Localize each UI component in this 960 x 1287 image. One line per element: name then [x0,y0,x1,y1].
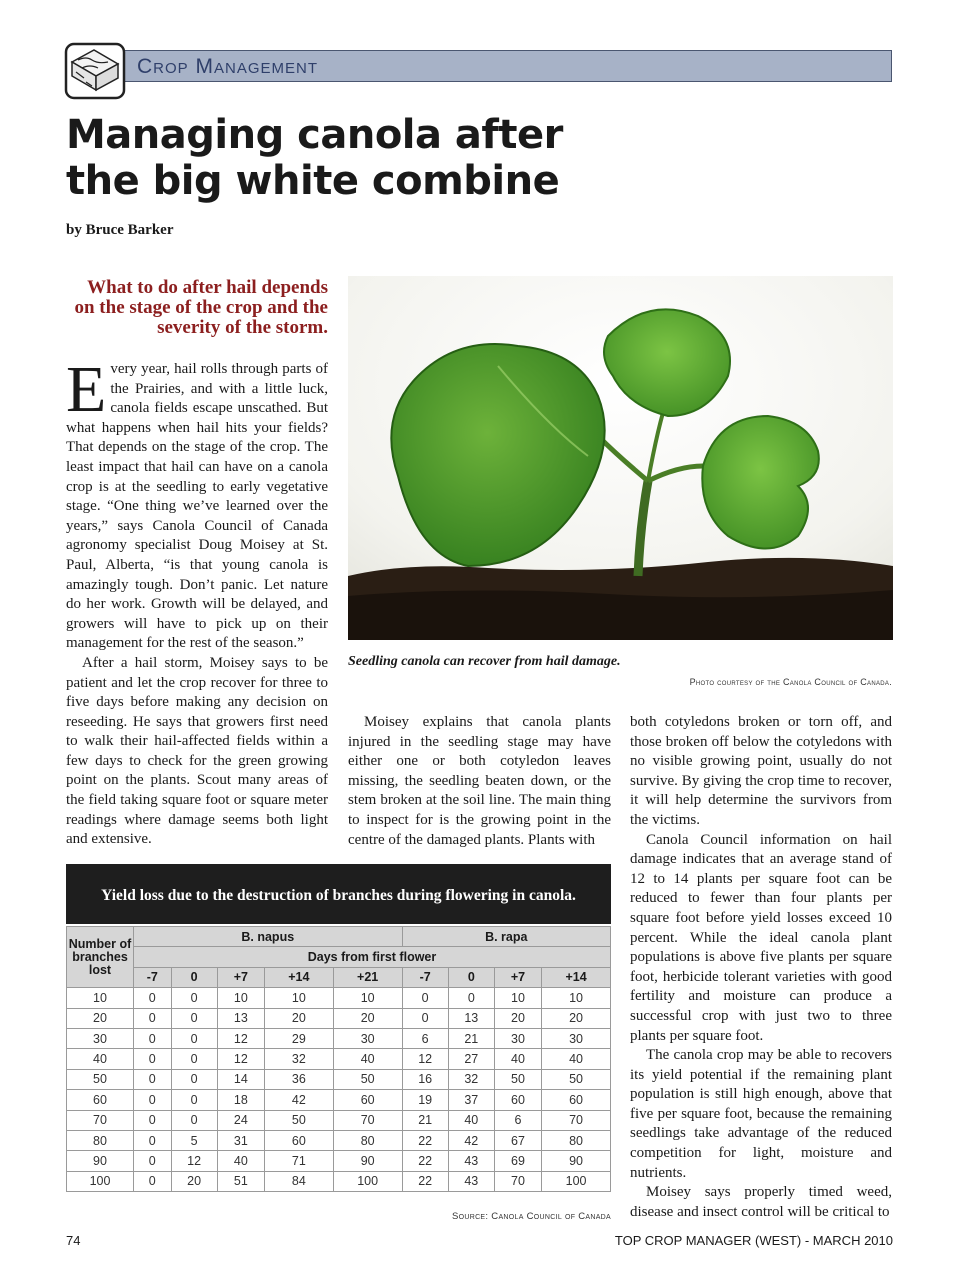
table-cell: 100 [333,1171,402,1191]
table-cell: 0 [171,988,217,1008]
table-cell: 50 [542,1069,611,1089]
table-cell: 30 [67,1028,134,1048]
table-cell: 50 [333,1069,402,1089]
table-cell: 0 [134,1069,172,1089]
table-cell: 12 [171,1151,217,1171]
table-cell: 10 [67,988,134,1008]
column-header: +7 [494,967,541,987]
table-row [67,1008,611,1028]
table-cell: 10 [333,988,402,1008]
table-cell: 80 [542,1130,611,1150]
table-cell: 6 [494,1110,541,1130]
table-cell: 69 [494,1151,541,1171]
table-cell: 12 [217,1028,264,1048]
table-cell: 43 [448,1171,494,1191]
table-row [67,1151,611,1171]
table-cell: 0 [402,988,448,1008]
table-cell: 70 [494,1171,541,1191]
table-cell: 100 [542,1171,611,1191]
table-cell: 0 [171,1069,217,1089]
table-cell: 50 [67,1069,134,1089]
table-cell: 20 [542,1008,611,1028]
table-cell: 24 [217,1110,264,1130]
table-cell: 70 [67,1110,134,1130]
data-table [66,926,611,1192]
table-cell: 21 [402,1110,448,1130]
table-cell: 36 [264,1069,333,1089]
table-cell: 21 [448,1028,494,1048]
table-cell: 12 [402,1049,448,1069]
table-cell: 60 [494,1090,541,1110]
section-label: Crop Management [137,55,319,78]
column-header: +7 [217,967,264,987]
table-cell: 60 [542,1090,611,1110]
table-row [67,1130,611,1150]
table-cell: 0 [448,988,494,1008]
table-cell: 22 [402,1171,448,1191]
table-cell: 67 [494,1130,541,1150]
paragraph: Canola Council information on hail damage indicates that an average stand of 12 to 14 plants per square foot can be reduced to fewer than four plants per square foot before yield losses exceed 10 percent. While the ideal canola plant populations is above five plants per square foot, herbicide tolerant varieties with good fertility and moisture can produce a successful crop with just two to three plants per square foot. [630,831,892,1044]
table-cell: 100 [67,1171,134,1191]
page-number: 74 [66,1233,81,1248]
table-cell: 0 [171,1110,217,1130]
column-header: +21 [333,967,402,987]
table-cell: 90 [542,1151,611,1171]
table-cell: 70 [333,1110,402,1130]
table-cell: 30 [333,1028,402,1048]
paragraph: The canola crop may be able to recovers its yield potential if the remaining plant population is still high enough, above that five per square foot, because the remaining seedlings take advantage of the reduced competition for light, moisture and nutrients. [630,1047,892,1181]
table-row [67,1171,611,1191]
table-cell: 70 [542,1110,611,1130]
table-cell: 32 [448,1069,494,1089]
table-cell: 19 [402,1090,448,1110]
table-cell: 60 [264,1130,333,1150]
table-cell: 0 [402,1008,448,1028]
group-header-rapa: B. rapa [402,927,610,947]
table-cell: 43 [448,1151,494,1171]
table-cell: 60 [67,1090,134,1110]
table-cell: 10 [264,988,333,1008]
table-cell: 18 [217,1090,264,1110]
byline: by Bruce Barker [66,222,174,238]
table-row [67,988,611,1008]
table-cell: 0 [134,1130,172,1150]
table-cell: 0 [134,988,172,1008]
table-cell: 80 [333,1130,402,1150]
days-subheader: Days from first flower [134,947,611,967]
table-cell: 42 [264,1090,333,1110]
table-row [67,1028,611,1048]
table-cell: 10 [494,988,541,1008]
table-cell: 90 [67,1151,134,1171]
table-cell: 32 [264,1049,333,1069]
column-header: 0 [171,967,217,987]
table-cell: 27 [448,1049,494,1069]
column-3 [630,713,892,1222]
table-cell: 10 [217,988,264,1008]
table-cell: 0 [134,1008,172,1028]
table-cell: 0 [171,1008,217,1028]
paragraph: Moisey explains that canola plants injured in the seedling stage may have either one or both cotyledon leaves missing, the seedling beaten down, or the stem broken at the soil line. The main thing to inspect for is the growing point in the centre of the damaged plants. Plants with [348,714,611,848]
map-logo-icon [64,42,126,100]
table-cell: 60 [333,1090,402,1110]
title-line-1: Managing canola after [66,112,563,158]
canola-seedling-photo [348,276,893,640]
table-cell: 22 [402,1151,448,1171]
table-cell: 50 [494,1069,541,1089]
photo-caption: Seedling canola can recover from hail damage. [348,654,621,669]
table-row [67,1110,611,1130]
table-cell: 29 [264,1028,333,1048]
table-cell: 40 [448,1110,494,1130]
table-source: Source: Canola Council of Canada [451,1211,611,1222]
table-cell: 30 [494,1028,541,1048]
table-cell: 20 [67,1008,134,1028]
paragraph [66,353,328,654]
table-cell: 40 [67,1049,134,1069]
section-banner [118,50,892,82]
table-cell: 40 [494,1049,541,1069]
column-2 [348,713,611,850]
paragraph: both cotyledons broken or torn off, and those broken off below the cotyledons with no visible growing point, usually do not survive. By giving the crop time to recover, it will help determine the survivors from the victims. [630,714,892,828]
column-header: 0 [448,967,494,987]
table-cell: 42 [448,1130,494,1150]
table-cell: 90 [333,1151,402,1171]
row-header: Number of branches lost [67,927,134,988]
drop-cap: E [66,353,107,426]
title-line-2: the big white combine [66,158,560,204]
paragraph-text: very year, hail rolls through parts of the Prairies, and with a little luck, canola fields escape unscathed. But what happens when hail hits your fields? That depends on the stage of the crop. The least impact that hail can have on a canola crop is at the seedling to early vegetative stage. “One thing we’ve learned over the years,” says Canola Council of Canada agronomy specialist Doug Moisey at St. Paul, Alberta, “is that young canola is amazingly tough. Don’t panic. Let nature do her work. Growth will be delayed, and growers will have to pick up on their management for the rest of the season.” [66,361,328,652]
table-cell: 0 [134,1151,172,1171]
publication-footer: TOP CROP MANAGER (WEST) - MARCH 2010 [614,1233,893,1248]
table-cell: 37 [448,1090,494,1110]
table-row [67,1090,611,1110]
group-header-napus: B. napus [134,927,403,947]
table-cell: 0 [171,1028,217,1048]
table-cell: 0 [134,1110,172,1130]
column-header: +14 [264,967,333,987]
photo-credit: Photo courtesy of the Canola Council of Canada. [689,677,892,687]
table-cell: 31 [217,1130,264,1150]
table-cell: 80 [67,1130,134,1150]
yield-loss-table [66,864,611,1192]
table-cell: 0 [134,1090,172,1110]
table-cell: 13 [448,1008,494,1028]
table-cell: 10 [542,988,611,1008]
table-cell: 20 [264,1008,333,1028]
table-cell: 20 [171,1171,217,1191]
table-cell: 71 [264,1151,333,1171]
table-cell: 40 [217,1151,264,1171]
table-cell: 0 [171,1049,217,1069]
table-cell: 51 [217,1171,264,1191]
table-cell: 22 [402,1130,448,1150]
article-title [66,112,563,204]
table-row [67,1069,611,1089]
column-1 [66,353,328,850]
table-cell: 50 [264,1110,333,1130]
table-cell: 13 [217,1008,264,1028]
deck: What to do after hail depends on the stage of the crop and the severity of the storm. [74,277,328,338]
column-header: -7 [402,967,448,987]
paragraph: Moisey says properly timed weed, disease and insect control will be critical to [630,1184,892,1220]
table-cell: 20 [333,1008,402,1028]
table-cell: 40 [542,1049,611,1069]
table-cell: 0 [171,1090,217,1110]
table-cell: 20 [494,1008,541,1028]
table-cell: 16 [402,1069,448,1089]
paragraph: After a hail storm, Moisey says to be patient and let the crop recover for three to five days before making any decision on reseeding. He says that growers first need to walk their hail-affected fields within a few days to check for the green growing point on the plants. Scout many areas of the field taking square foot or square meter readings where damage seems both light and extensive. [66,654,328,848]
table-cell: 14 [217,1069,264,1089]
table-cell: 12 [217,1049,264,1069]
table-cell: 0 [134,1171,172,1191]
table-cell: 6 [402,1028,448,1048]
table-row [67,1049,611,1069]
column-header: -7 [134,967,172,987]
table-cell: 84 [264,1171,333,1191]
table-cell: 40 [333,1049,402,1069]
table-title: Yield loss due to the destruction of branches during flowering in canola. [66,864,611,924]
table-cell: 5 [171,1130,217,1150]
table-cell: 0 [134,1028,172,1048]
table-cell: 30 [542,1028,611,1048]
column-header: +14 [542,967,611,987]
table-cell: 0 [134,1049,172,1069]
